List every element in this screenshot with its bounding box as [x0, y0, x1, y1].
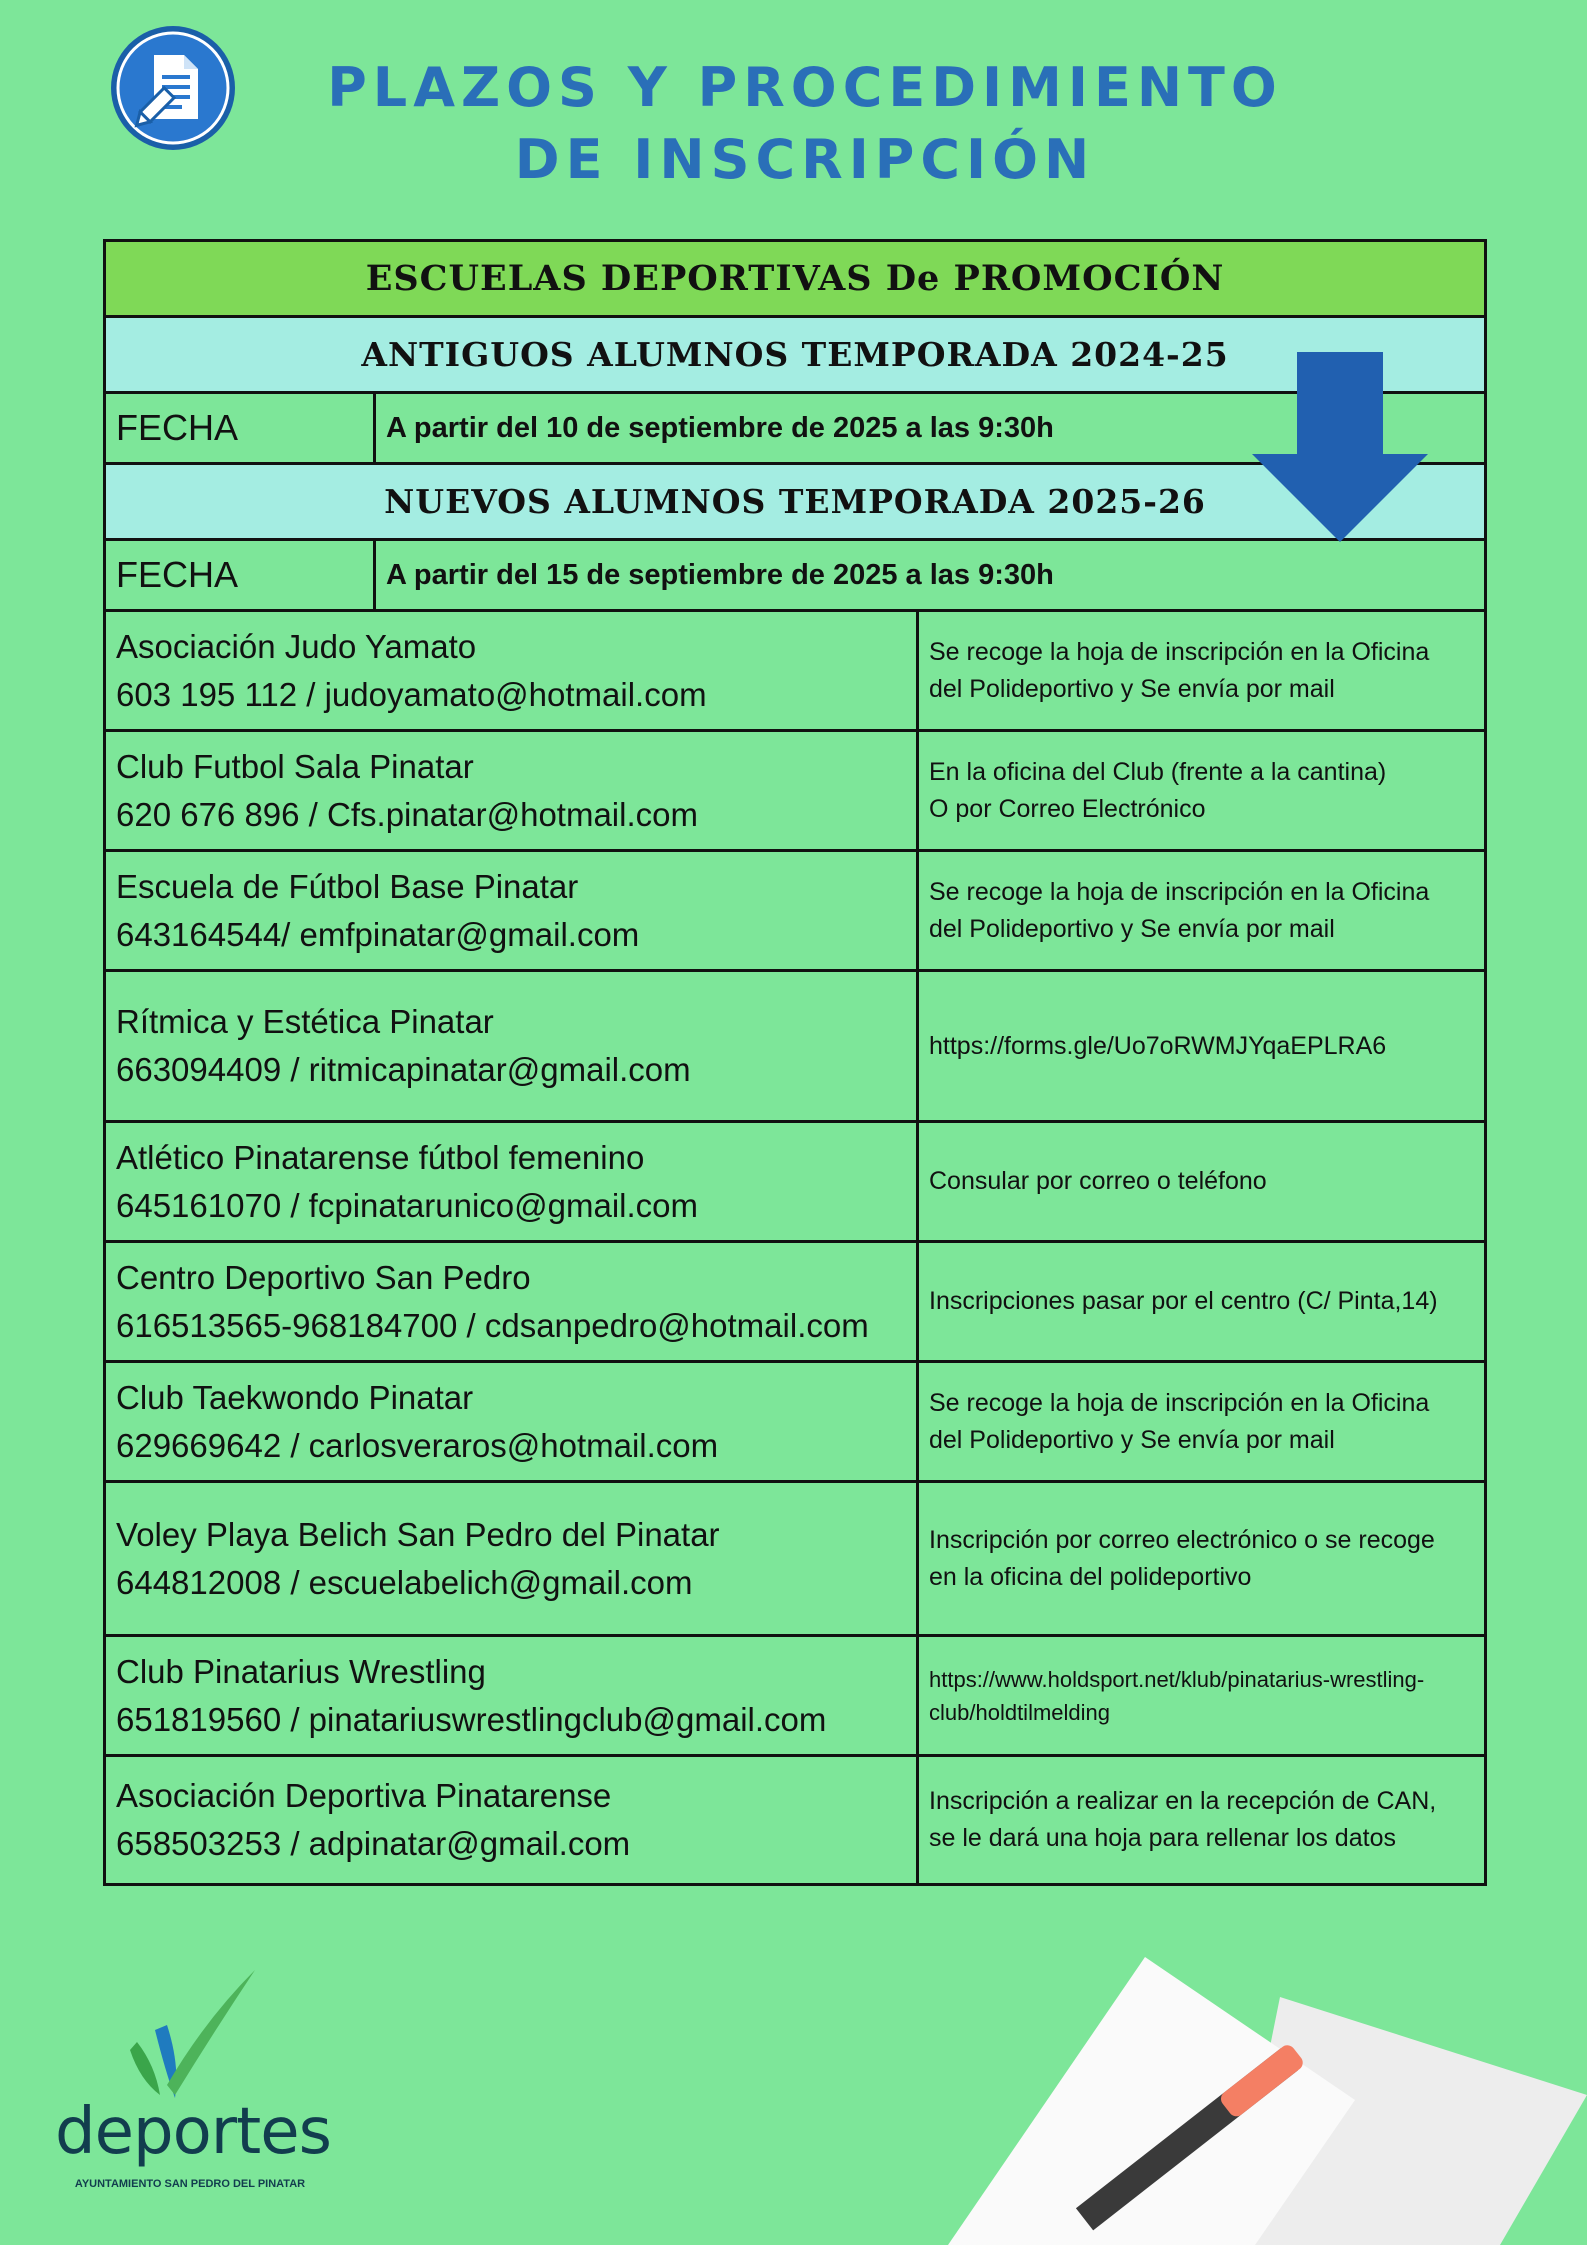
paper-pencil-icon [940, 1950, 1587, 2245]
nuevos-fecha-label: FECHA [105, 540, 375, 611]
club-name: Rítmica y Estética Pinatar [116, 1003, 494, 1040]
club-name: Club Futbol Sala Pinatar [116, 747, 474, 785]
table-row [105, 611, 1486, 731]
nuevos-heading: NUEVOS ALUMNOS TEMPORADA 2025-26 [105, 464, 1486, 540]
club-cell [105, 1636, 918, 1756]
club-name: Centro Deportivo San Pedro [116, 1258, 531, 1296]
procedure-cell [918, 1482, 1486, 1636]
club-cell [105, 851, 918, 971]
procedure-line: se le dará una hoja para rellenar los datos [929, 1824, 1396, 1852]
logo-subtitle: AYUNTAMIENTO SAN PEDRO DEL PINATAR [74, 2178, 306, 2190]
procedure-link[interactable]: https://forms.gle/Uo7oRWMJYqaEPLRA6 [929, 1031, 1387, 1060]
table-row [105, 971, 1486, 1122]
club-contact: 645161070 / fcpinatarunico@gmail.com [116, 1186, 699, 1224]
procedure-line: Inscripción a realizar en la recepción de CAN, [929, 1787, 1437, 1815]
club-cell [105, 1756, 918, 1885]
nuevos-fecha-value: A partir del 15 de septiembre de 2025 a las 9:30h [375, 540, 1486, 611]
procedure-line: En la oficina del Club (frente a la cantina) [929, 757, 1387, 786]
logo-word: deportes [55, 2095, 331, 2169]
table-row [105, 1242, 1486, 1362]
table-header: ESCUELAS DEPORTIVAS De PROMOCIÓN [105, 241, 1486, 317]
club-cell [105, 731, 918, 851]
document-pencil-icon [110, 25, 236, 151]
procedure-line: Se recoge la hoja de inscripción en la Oficina [929, 877, 1430, 906]
antiguos-heading: ANTIGUOS ALUMNOS TEMPORADA 2024-25 [105, 317, 1486, 393]
procedure-line: Inscripciones pasar por el centro (C/ Pinta,14) [929, 1287, 1438, 1315]
club-name: Escuela de Fútbol Base Pinatar [116, 867, 579, 905]
club-cell [105, 1122, 918, 1242]
table-row [105, 1122, 1486, 1242]
procedure-line: Se recoge la hoja de inscripción en la Oficina [929, 1388, 1430, 1417]
procedure-line: del Polideportivo y Se envía por mail [929, 914, 1335, 943]
club-contact: 616513565-968184700 / cdsanpedro@hotmail.com [116, 1306, 869, 1344]
club-cell [105, 971, 918, 1122]
club-contact: 651819560 / pinatariuswrestlingclub@gmail.com [116, 1700, 827, 1738]
table-row [105, 1482, 1486, 1636]
procedure-cell [918, 1636, 1486, 1756]
procedure-cell [918, 971, 1486, 1122]
arrow-down-icon [1252, 352, 1428, 542]
club-name: Club Pinatarius Wrestling [116, 1652, 486, 1690]
procedure-line: del Polideportivo y Se envía por mail [929, 674, 1335, 703]
club-name: Club Taekwondo Pinatar [116, 1378, 474, 1416]
club-contact: 643164544/ emfpinatar@gmail.com [116, 915, 640, 953]
procedure-line: O por Correo Electrónico [929, 794, 1206, 823]
club-contact: 629669642 / carlosveraros@hotmail.com [116, 1426, 719, 1464]
club-contact: 658503253 / adpinatar@gmail.com [116, 1825, 631, 1862]
logo-swoosh-icon [55, 1970, 325, 2100]
club-cell [105, 1362, 918, 1482]
table-row [105, 1636, 1486, 1756]
procedure-cell [918, 1362, 1486, 1482]
procedure-cell [918, 611, 1486, 731]
procedure-cell [918, 731, 1486, 851]
table-row [105, 1756, 1486, 1885]
antiguos-fecha-label: FECHA [105, 393, 375, 464]
antiguos-fecha-value: A partir del 10 de septiembre de 2025 a las 9:30h [375, 393, 1486, 464]
title-line-2: DE INSCRIPCIÓN [514, 128, 1096, 191]
procedure-line: Se recoge la hoja de inscripción en la Oficina [929, 637, 1430, 666]
title-line-1: PLAZOS Y PROCEDIMIENTO [327, 56, 1283, 119]
deportes-logo [55, 1970, 331, 2190]
procedure-cell [918, 851, 1486, 971]
procedure-cell [918, 1122, 1486, 1242]
procedure-line: Inscripción por correo electrónico o se recoge [929, 1525, 1435, 1554]
club-contact: 644812008 / escuelabelich@gmail.com [116, 1563, 693, 1601]
club-contact: 620 676 896 / Cfs.pinatar@hotmail.com [116, 795, 698, 833]
procedure-cell [918, 1756, 1486, 1885]
club-contact: 663094409 / ritmicapinatar@gmail.com [116, 1051, 691, 1088]
table-row [105, 851, 1486, 971]
club-cell [105, 611, 918, 731]
procedure-cell [918, 1242, 1486, 1362]
club-name: Voley Playa Belich San Pedro del Pinatar [116, 1515, 720, 1553]
club-name: Asociación Judo Yamato [116, 627, 477, 665]
procedure-line: Consular por correo o teléfono [929, 1167, 1267, 1195]
procedure-link[interactable]: club/holdtilmelding [929, 1699, 1110, 1725]
procedure-line: en la oficina del polideportivo [929, 1562, 1252, 1591]
club-name: Asociación Deportiva Pinatarense [116, 1777, 612, 1814]
club-name: Atlético Pinatarense fútbol femenino [116, 1138, 645, 1176]
club-cell [105, 1242, 918, 1362]
procedure-line: del Polideportivo y Se envía por mail [929, 1425, 1335, 1454]
table-row [105, 731, 1486, 851]
page-title [300, 52, 1310, 196]
table-row [105, 1362, 1486, 1482]
procedure-link[interactable]: https://www.holdsport.net/klub/pinatarius-wrestling- [929, 1666, 1425, 1692]
club-cell [105, 1482, 918, 1636]
club-contact: 603 195 112 / judoyamato@hotmail.com [116, 675, 707, 713]
